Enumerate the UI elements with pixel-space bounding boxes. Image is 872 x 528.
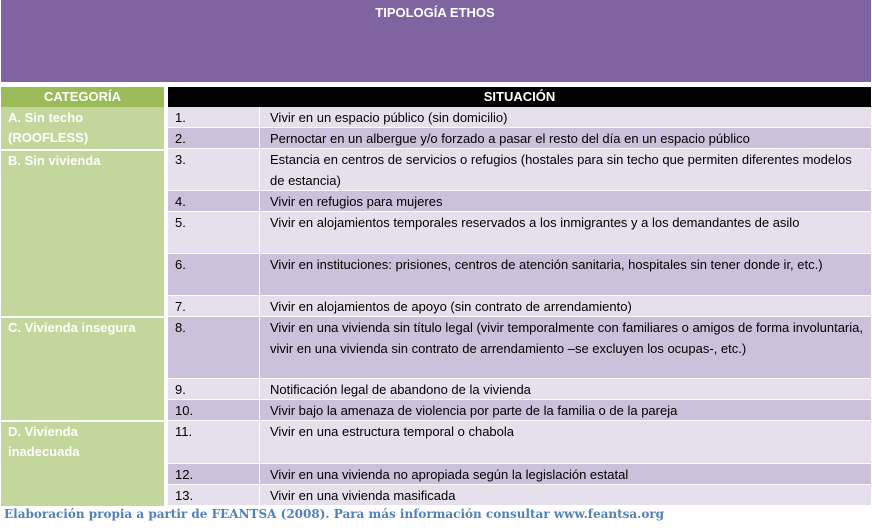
column-divider — [259, 191, 260, 211]
row-number: 9. — [175, 382, 186, 397]
row-number: 13. — [175, 488, 194, 503]
row-text: Vivir en una vivienda no apropiada según la legislación estatal — [270, 467, 629, 482]
category-b-line1: B. Sin vivienda — [8, 153, 101, 168]
table-row — [168, 400, 871, 421]
category-c — [8, 318, 158, 338]
table-row — [168, 421, 871, 464]
row-text: Estancia en centros de servicios o refugios (hostales para sin techo que permiten diferentes modelos de estancia) — [270, 152, 852, 188]
row-text: Vivir en alojamientos de apoyo (sin contrato de arrendamiento) — [270, 299, 632, 314]
category-a-line1: A. Sin techo — [8, 110, 84, 125]
column-divider — [259, 485, 260, 505]
table-row — [168, 107, 871, 128]
table-row — [168, 464, 871, 485]
situation-header: SITUACIÓN — [168, 87, 871, 107]
row-number: 3. — [175, 152, 186, 167]
column-divider — [259, 128, 260, 148]
table-row — [168, 149, 871, 191]
category-a — [8, 108, 158, 148]
category-c-line1: C. Vivienda insegura — [8, 320, 136, 335]
row-text: Notificación legal de abandono de la vivienda — [270, 382, 531, 397]
row-number: 6. — [175, 257, 186, 272]
table-row — [168, 296, 871, 317]
table-row — [168, 191, 871, 212]
category-a-line2: (ROOFLESS) — [8, 130, 89, 145]
table-row — [168, 317, 871, 379]
row-number: 7. — [175, 299, 186, 314]
row-number: 8. — [175, 320, 186, 335]
row-number: 12. — [175, 467, 194, 482]
category-d — [8, 422, 158, 462]
row-text: Vivir en una estructura temporal o chabola — [270, 424, 515, 439]
row-text: Vivir en alojamientos temporales reservados a los inmigrantes y a los demandantes de asilo — [270, 215, 800, 230]
row-text: Vivir en un espacio público (sin domicilio) — [270, 110, 508, 125]
table-row — [168, 128, 871, 149]
table-row — [168, 254, 871, 296]
column-divider — [259, 149, 260, 190]
column-divider — [259, 296, 260, 316]
column-divider — [259, 421, 260, 463]
row-text: Vivir en una vivienda sin título legal (vivir temporalmente con familiares o amigos de forma involuntaria, vivir en una vivienda sin contrato de arrendamiento –se excluyen los ocupas-, etc.) — [270, 320, 863, 356]
row-number: 5. — [175, 215, 186, 230]
row-text: Vivir en instituciones: prisiones, centros de atención sanitaria, hospitales sin tener donde ir, etc.) — [270, 257, 823, 272]
category-header: CATEGORÍA — [1, 87, 164, 107]
row-text: Vivir en refugios para mujeres — [270, 194, 443, 209]
column-divider — [259, 254, 260, 295]
column-divider — [259, 379, 260, 399]
category-d-line1: D. Vivienda — [8, 424, 78, 439]
table-row — [168, 485, 871, 506]
category-b — [8, 151, 158, 171]
column-divider — [259, 317, 260, 378]
table-row — [168, 379, 871, 400]
row-number: 1. — [175, 110, 186, 125]
row-text: Vivir en una vivienda masificada — [270, 488, 456, 503]
table-title: TIPOLOGÍA ETHOS — [375, 5, 495, 20]
source-note: Elaboración propia a partir de FEANTSA (2008). Para más información consultar www.feantsa.org — [4, 507, 665, 521]
column-divider — [259, 212, 260, 253]
row-text: Vivir bajo la amenaza de violencia por parte de la familia o de la pareja — [270, 403, 678, 418]
table-row — [168, 212, 871, 254]
column-divider — [259, 464, 260, 484]
column-divider — [259, 400, 260, 420]
row-number: 10. — [175, 403, 194, 418]
row-number: 11. — [175, 424, 193, 439]
row-number: 2. — [175, 131, 186, 146]
column-divider — [259, 107, 260, 127]
row-text: Pernoctar en un albergue y/o forzado a pasar el resto del día en un espacio público — [270, 131, 750, 146]
category-d-line2: inadecuada — [8, 444, 80, 459]
row-number: 4. — [175, 194, 186, 209]
